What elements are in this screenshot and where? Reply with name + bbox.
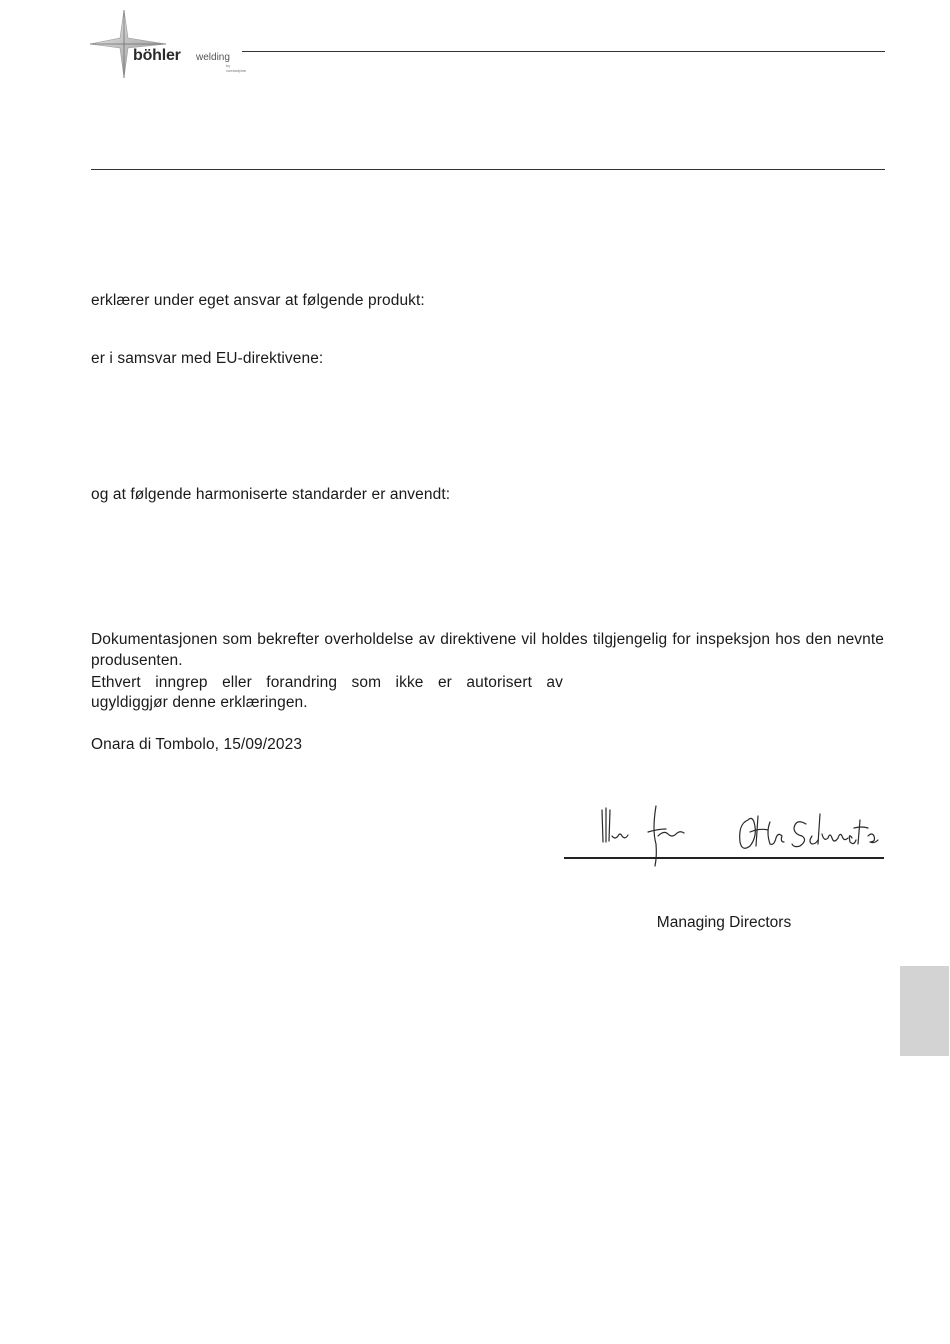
logo-subtitle: welding	[196, 52, 230, 63]
handwritten-signatures	[590, 796, 880, 872]
declaration-statement: erklærer under eget ansvar at følgende produkt:	[91, 292, 425, 309]
signatory-role: Managing Directors	[656, 914, 792, 931]
company-logo	[88, 8, 247, 80]
logo-wordmark: böhler	[133, 47, 181, 64]
directives-statement: er i samsvar med EU-direktivene:	[91, 350, 324, 367]
standards-statement: og at følgende harmoniserte standarder er anvendt:	[91, 486, 451, 503]
documentation-paragraph: Dokumentasjonen som bekrefter overholdelse av direktivene vil holdes tilgjengelig for inspeksjon hos den nevnte produsenten.	[91, 631, 884, 669]
header-rule	[242, 51, 885, 52]
signature-line	[564, 857, 884, 859]
logo-byline: by voestalpine	[226, 63, 247, 73]
modification-line-1: Ethvert inngrep eller forandring som ikke er autorisert av	[91, 674, 563, 691]
star-logo-icon	[88, 8, 168, 80]
place-and-date: Onara di Tombolo, 15/09/2023	[91, 736, 303, 753]
page-side-tab	[900, 966, 949, 1056]
section-rule	[91, 169, 885, 170]
modification-line-2: ugyldiggjør denne erklæringen.	[91, 694, 308, 711]
